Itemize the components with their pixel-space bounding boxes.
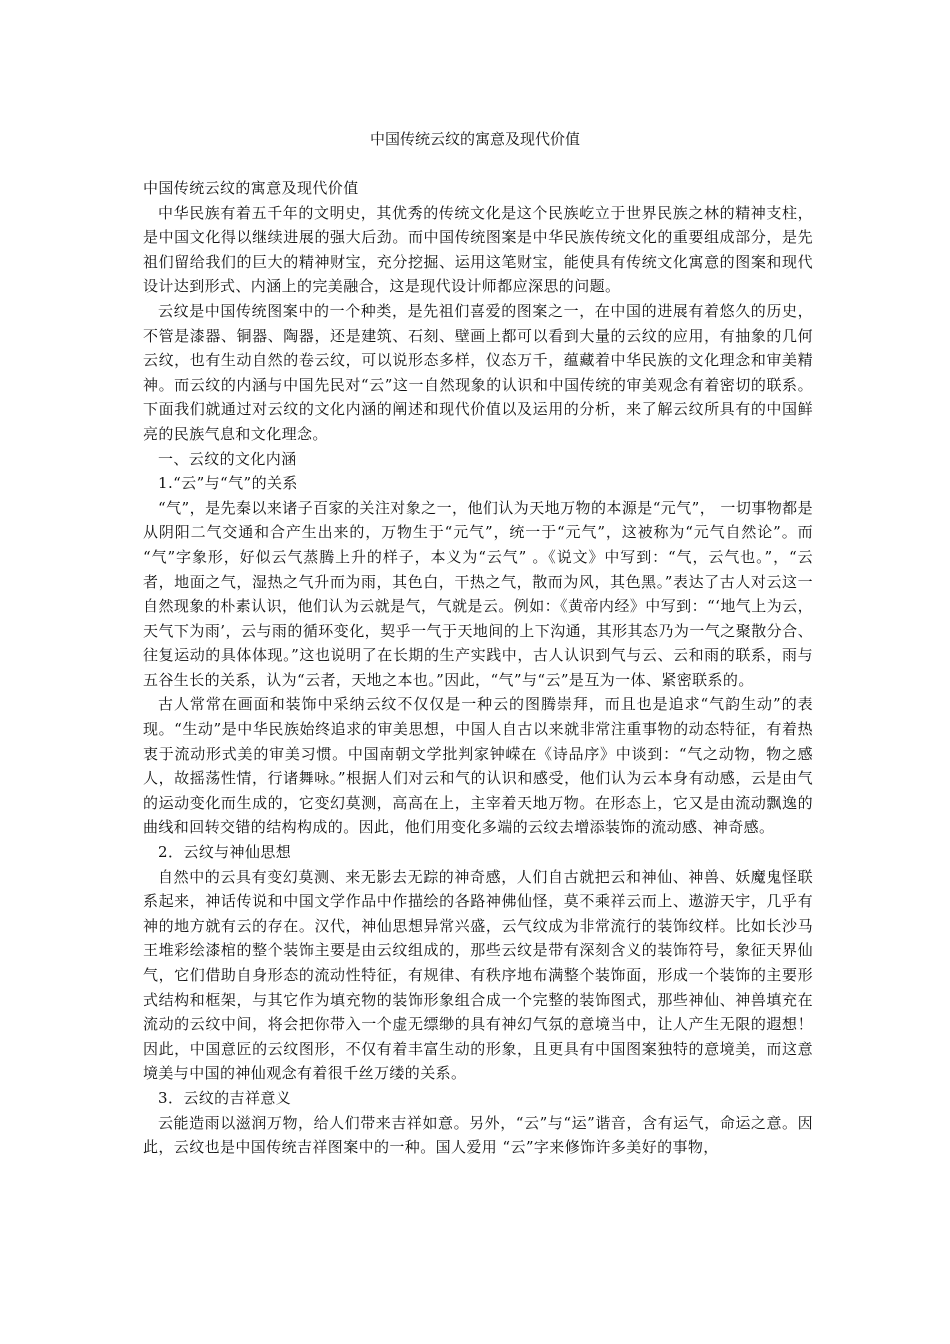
section-heading-cultural-connotation: 一、云纹的文化内涵 [158, 449, 297, 468]
document-body [143, 176, 813, 1160]
paragraph-immortal-thought: 自然中的云具有变幻莫测、来无影去无踪的神奇感，人们自古就把云和神仙、神兽、妖魔鬼怪联系起来，神话传说和中国文学作品中作描绘的各路神佛仙怪，莫不乘祥云而上、遨游天宇，几乎有神的地方就有云的存在。汉代，神仙思想异常兴盛，云气纹成为非常流行的装饰纹样。比如长沙马王堆彩绘漆棺的整个装饰主要是由云纹组成的，那些云纹是带有深刻含义的装饰符号，象征天界仙气，它们借助自身形态的流动性特征，有规律、有秩序地布满整个装饰面，形成一个装饰的主要形式结构和框架，与其它作为填充物的装饰形象组合成一个完整的装饰图式，那些神仙、神兽填充在流动的云纹中间，将会把你带入一个虚无缥缈的具有神幻气氛的意境当中，让人产生无限的遐想！因此，中国意匠的云纹图形，不仅有着丰富生动的形象，且更具有中国图案独特的意境美，而这意境美与中国的神仙观念有着很千丝万缕的关系。 [143, 867, 813, 1083]
paragraph-cloud-and-qi-1: “气”，是先秦以来诸子百家的关注对象之一，他们认为天地万物的本源是“元气”， 一切事物都是从阴阳二气交通和合产生出来的，万物生于“元气”，统一于“元气”，这被称为“元气自然论”。而 “气”字象形，好似云气蒸腾上升的样子，本义为“云气” 。《说文》中写到：“气，云气也。”，“云者，地面之气，湿热之气升而为雨，其色白，干热之气，散而为风，其色黑。”表达了古人对云这一自然现象的朴素认识，他们认为云就是气，气就是云。例如：《黄帝内经》中写到：“‘地气上为云，天气下为雨’，云与雨的循环变化，契乎一气于天地间的上下沟通，其形其态乃为一气之聚散分合、往复运动的具体体现。”这也说明了在长期的生产实践中，古人认识到气与云、云和雨的联系，雨与五谷生长的关系，认为“云者，天地之本也。”因此，“气”与“云”是互为一体、紧密联系的。 [143, 498, 813, 689]
subsection-heading-immortal-thought: 2．云纹与神仙思想 [158, 843, 292, 862]
subsection-heading-cloud-and-qi: 1.“云”与“气”的关系 [158, 474, 298, 493]
intro-paragraph-2: 云纹是中国传统图案中的一个种类，是先祖们喜爱的图案之一，在中国的进展有着悠久的历史，不管是漆器、铜器、陶器，还是建筑、石刻、壁画上都可以看到大量的云纹的应用，有抽象的几何云纹，也有生动自然的卷云纹，可以说形态多样，仪态万千，蕴藏着中华民族的文化理念和审美精神。而云纹的内涵与中国先民对“云”这一自然现象的认识和中国传统的审美观念有着密切的联系。下面我们就通过对云纹的文化内涵的阐述和现代价值以及运用的分析，来了解云纹所具有的中国鲜亮的民族气息和文化理念。 [143, 301, 813, 443]
subsection-heading-auspicious-meaning: 3．云纹的吉祥意义 [158, 1088, 292, 1107]
document-title: 中国传统云纹的寓意及现代价值 [369, 130, 580, 148]
intro-paragraph-1: 中华民族有着五千年的文明史，其优秀的传统文化是这个民族屹立于世界民族之林的精神支柱，是中国文化得以继续进展的强大后劲。而中国传统图案是中华民族传统文化的重要组成部分，是先祖们留给我们的巨大的精神财宝，充分挖掘、运用这笔财宝，能使具有传统文化寓意的图案和现代设计达到形式、内涵上的完美融合，这是现代设计师都应深思的问题。 [143, 203, 813, 296]
paragraph-auspicious-meaning: 云能造雨以滋润万物，给人们带来吉祥如意。另外，“云”与“运”谐音，含有运气，命运之意。因此，云纹也是中国传统吉祥图案中的一种。国人爱用 “云”字来修饰许多美好的事物， [143, 1113, 813, 1157]
paragraph-cloud-and-qi-2: 古人常常在画面和装饰中采纳云纹不仅仅是一种云的图腾崇拜，而且也是追求“气韵生动”的表现。“生动”是中华民族始终追求的审美思想，中国人自古以来就非常注重事物的动态特征，有着热衷于流动形式美的审美习惯。中国南朝文学批判家钟嵘在《诗品序》中谈到：“气之动物，物之感人，故摇荡性情，行诸舞咏。”根据人们对云和气的认识和感受，他们认为云本身有动感，云是由气的运动变化而生成的，它变幻莫测，高高在上，主宰着天地万物。在形态上，它又是由流动飘逸的曲线和回转交错的结构构成的。因此，他们用变化多端的云纹去增添装饰的流动感、神奇感。 [143, 695, 813, 837]
document-subtitle: 中国传统云纹的寓意及现代价值 [143, 179, 359, 197]
